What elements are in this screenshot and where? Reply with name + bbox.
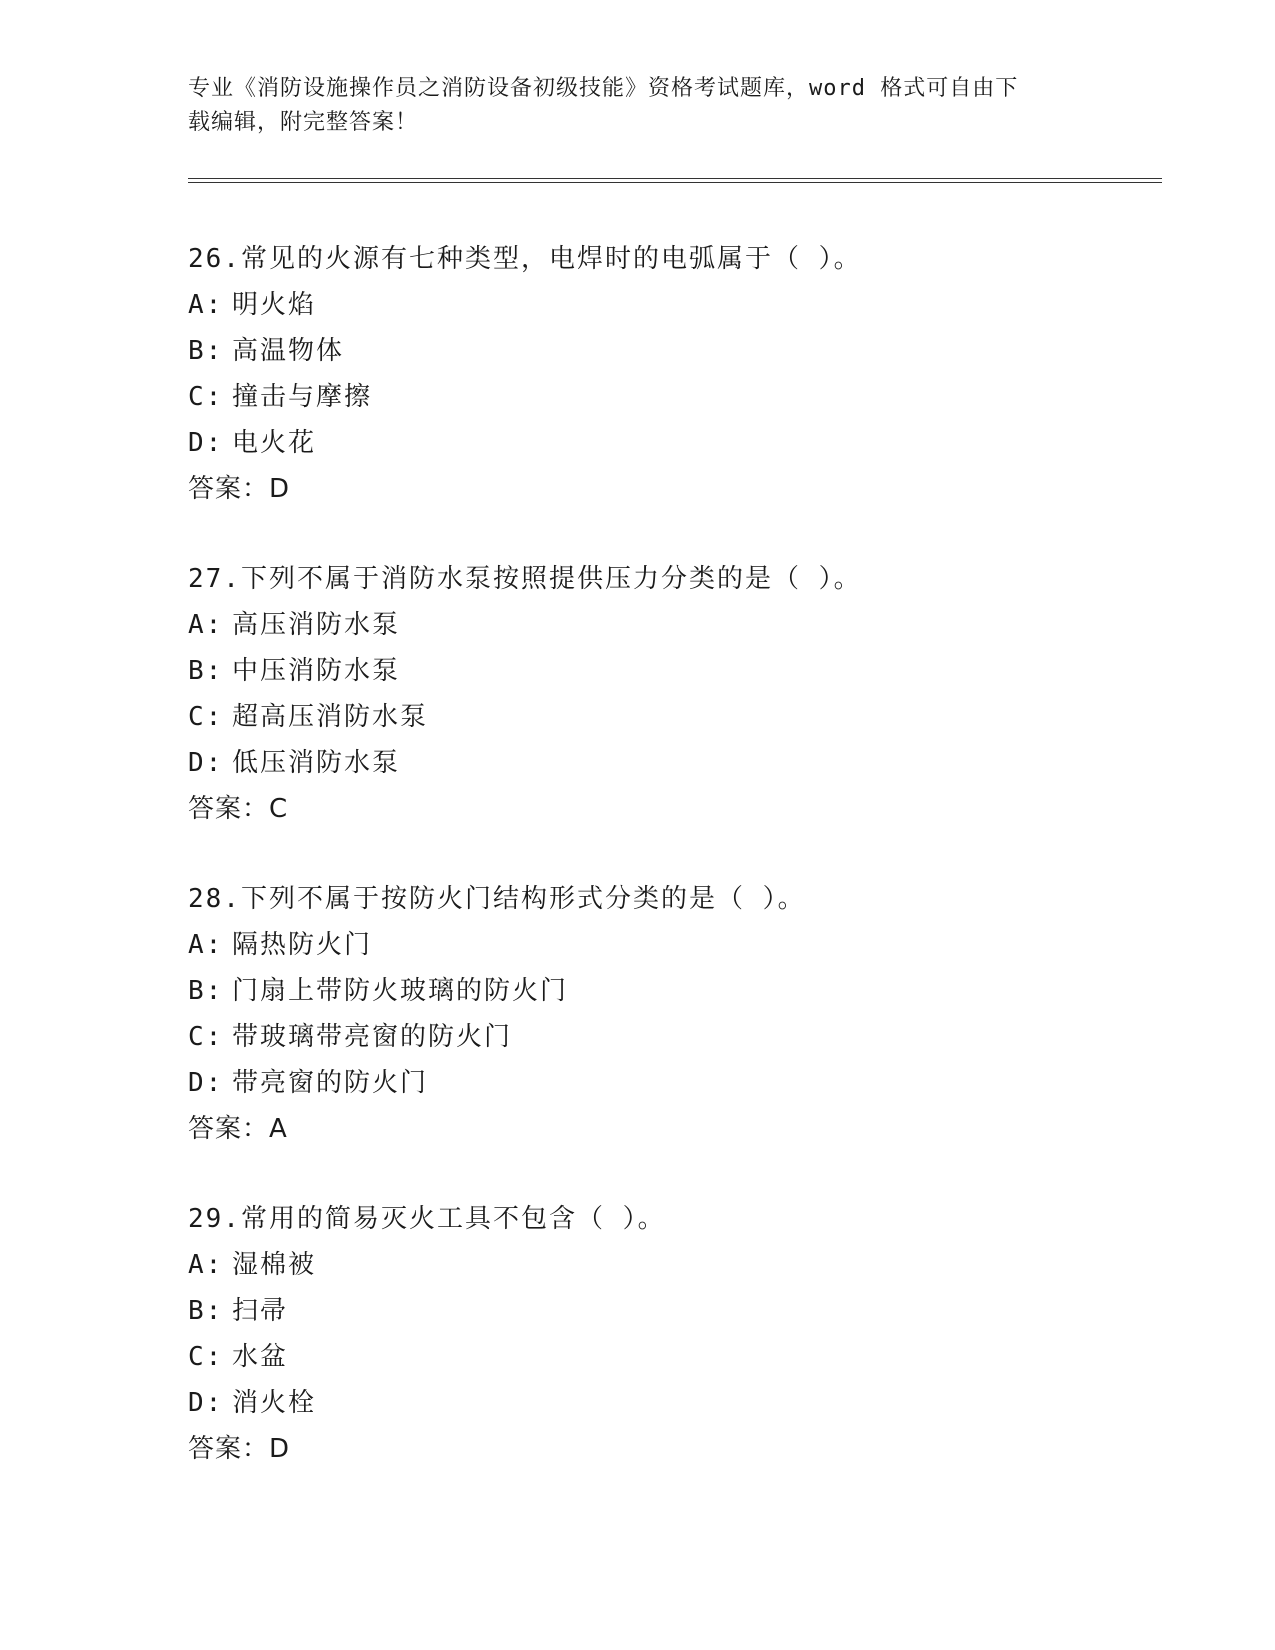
option-letter: C: bbox=[188, 1022, 224, 1052]
option-letter: C: bbox=[188, 382, 224, 412]
option-b bbox=[188, 328, 1148, 374]
option-text: 电火花 bbox=[232, 428, 317, 458]
option-c bbox=[188, 374, 1148, 420]
option-a bbox=[188, 1242, 1148, 1288]
header-divider bbox=[188, 178, 1162, 183]
option-a bbox=[188, 922, 1148, 968]
option-text: 扫帚 bbox=[232, 1296, 289, 1326]
header-line-2: 载编辑，附完整答案！ bbox=[188, 110, 419, 135]
option-c bbox=[188, 1334, 1148, 1380]
answer-line: 答案：C bbox=[188, 794, 289, 824]
option-d bbox=[188, 420, 1148, 466]
option-text: 高温物体 bbox=[232, 336, 345, 366]
option-letter: B: bbox=[188, 336, 224, 366]
answer-line: 答案：D bbox=[188, 474, 291, 504]
question-stem: 29.常用的简易灭火工具不包含（ ）。 bbox=[188, 1204, 666, 1234]
option-letter: C: bbox=[188, 702, 224, 732]
question-item bbox=[188, 1196, 1148, 1472]
answer-line: 答案：A bbox=[188, 1114, 288, 1144]
option-text: 隔热防火门 bbox=[232, 930, 373, 960]
document-header bbox=[188, 72, 1068, 140]
option-a bbox=[188, 282, 1148, 328]
option-letter: D: bbox=[188, 1388, 224, 1418]
option-text: 低压消防水泵 bbox=[232, 748, 401, 778]
question-item bbox=[188, 236, 1148, 512]
option-text: 高压消防水泵 bbox=[232, 610, 401, 640]
option-text: 明火焰 bbox=[232, 290, 317, 320]
question-stem: 26.常见的火源有七种类型，电焊时的电弧属于（ ）。 bbox=[188, 244, 862, 274]
question-item bbox=[188, 556, 1148, 832]
option-text: 中压消防水泵 bbox=[232, 656, 401, 686]
option-c bbox=[188, 694, 1148, 740]
option-text: 带玻璃带亮窗的防火门 bbox=[232, 1022, 513, 1052]
option-letter: B: bbox=[188, 656, 224, 686]
option-letter: D: bbox=[188, 428, 224, 458]
option-letter: A: bbox=[188, 290, 224, 320]
answer-line: 答案：D bbox=[188, 1434, 291, 1464]
option-a bbox=[188, 602, 1148, 648]
option-c bbox=[188, 1014, 1148, 1060]
question-stem: 27.下列不属于消防水泵按照提供压力分类的是（ ）。 bbox=[188, 564, 862, 594]
option-letter: D: bbox=[188, 1068, 224, 1098]
option-text: 门扇上带防火玻璃的防火门 bbox=[232, 976, 569, 1006]
option-text: 湿棉被 bbox=[232, 1250, 317, 1280]
option-letter: A: bbox=[188, 610, 224, 640]
header-line-1: 专业《消防设施操作员之消防设备初级技能》资格考试题库，word 格式可自由下 bbox=[188, 76, 1019, 101]
option-text: 撞击与摩擦 bbox=[232, 382, 373, 412]
option-letter: C: bbox=[188, 1342, 224, 1372]
option-b bbox=[188, 648, 1148, 694]
option-d bbox=[188, 1380, 1148, 1426]
question-item bbox=[188, 876, 1148, 1152]
option-letter: A: bbox=[188, 1250, 224, 1280]
option-b bbox=[188, 1288, 1148, 1334]
option-letter: D: bbox=[188, 748, 224, 778]
option-letter: A: bbox=[188, 930, 224, 960]
option-d bbox=[188, 1060, 1148, 1106]
option-text: 水盆 bbox=[232, 1342, 289, 1372]
option-d bbox=[188, 740, 1148, 786]
option-text: 消火栓 bbox=[232, 1388, 317, 1418]
option-text: 带亮窗的防火门 bbox=[232, 1068, 429, 1098]
option-letter: B: bbox=[188, 1296, 224, 1326]
question-stem: 28.下列不属于按防火门结构形式分类的是（ ）。 bbox=[188, 884, 806, 914]
option-text: 超高压消防水泵 bbox=[232, 702, 429, 732]
option-b bbox=[188, 968, 1148, 1014]
option-letter: B: bbox=[188, 976, 224, 1006]
